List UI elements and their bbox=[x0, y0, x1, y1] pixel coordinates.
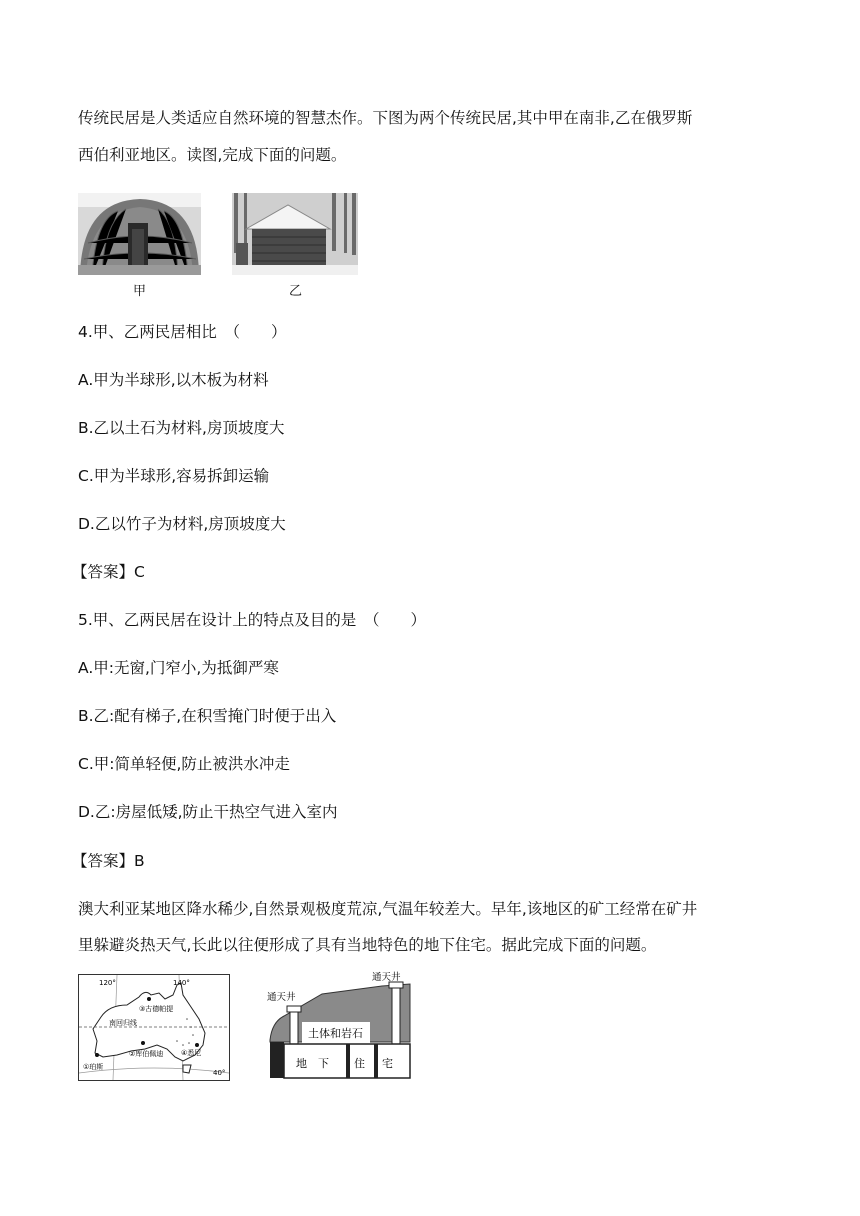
passage1-line1: 传统民居是人类适应自然环境的智慧杰作。下图为两个传统民居,其中甲在南非,乙在俄罗斯 bbox=[78, 109, 693, 127]
caption-jia: 甲 bbox=[133, 284, 147, 299]
label-shaft2: 通天井 bbox=[372, 972, 401, 983]
point-2 bbox=[141, 1041, 145, 1045]
label-place1: ③古德帕提 bbox=[139, 1005, 174, 1013]
point-1 bbox=[147, 997, 151, 1001]
label-tropic: 南回归线 bbox=[109, 1019, 137, 1027]
q4-answer: 【答案】C bbox=[72, 563, 145, 581]
tasmania-outline bbox=[183, 1065, 191, 1073]
passage1-line2: 西伯利亚地区。读图,完成下面的问题。 bbox=[78, 146, 347, 164]
q4-option-b: B.乙以土石为材料,房顶坡度大 bbox=[78, 419, 285, 437]
point-3 bbox=[195, 1043, 199, 1047]
q4-stem: 4.甲、乙两民居相比 （ ） bbox=[78, 323, 287, 341]
label-lon2: 140° bbox=[173, 979, 190, 987]
passage2-line1: 澳大利亚某地区降水稀少,自然景观极度荒凉,气温年较差大。早年,该地区的矿工经常在矿井 bbox=[78, 900, 698, 918]
label-place4: ①珀斯 bbox=[83, 1063, 104, 1071]
caption-yi: 乙 bbox=[289, 284, 303, 299]
underground-house-diagram bbox=[262, 970, 420, 1082]
shaft-left bbox=[290, 1010, 298, 1044]
australia-map bbox=[78, 974, 230, 1081]
q4-option-d: D.乙以竹子为材料,房顶坡度大 bbox=[78, 515, 286, 533]
label-place3: ④悉尼 bbox=[181, 1049, 202, 1057]
q5-option-c: C.甲:简单轻便,防止被洪水冲走 bbox=[78, 755, 290, 773]
q4-option-c: C.甲为半球形,容易拆卸运输 bbox=[78, 467, 270, 485]
pillar-1 bbox=[346, 1044, 350, 1078]
wall-left bbox=[270, 1042, 284, 1078]
passage2-line2: 里躲避炎热天气,长此以往便形成了具有当地特色的地下住宅。据此完成下面的问题。 bbox=[78, 936, 657, 954]
label-lat: 40° bbox=[213, 1069, 226, 1077]
q5-option-b: B.乙:配有梯子,在积雪掩门时便于出入 bbox=[78, 707, 337, 725]
label-place2: ②库伯佩迪 bbox=[129, 1050, 164, 1058]
label-house-3: 住 bbox=[354, 1057, 365, 1070]
label-lon1: 120° bbox=[99, 979, 116, 987]
q5-stem: 5.甲、乙两民居在设计上的特点及目的是 （ ） bbox=[78, 611, 427, 629]
label-house-2: 下 bbox=[318, 1057, 329, 1070]
label-house-1: 地 bbox=[296, 1057, 307, 1070]
shaft-right bbox=[392, 986, 400, 1044]
photo-yi-dwelling bbox=[232, 193, 358, 275]
point-4 bbox=[95, 1053, 99, 1057]
label-rock: 土体和岩石 bbox=[308, 1027, 363, 1040]
label-house-4: 宅 bbox=[382, 1057, 393, 1070]
photo-jia-dwelling bbox=[78, 193, 201, 275]
q5-option-a: A.甲:无窗,门窄小,为抵御严寒 bbox=[78, 659, 279, 677]
q4-option-a: A.甲为半球形,以木板为材料 bbox=[78, 371, 269, 389]
pillar-2 bbox=[374, 1044, 378, 1078]
q5-answer: 【答案】B bbox=[72, 852, 145, 870]
q5-option-d: D.乙:房屋低矮,防止干热空气进入室内 bbox=[78, 803, 338, 821]
label-shaft1: 通天井 bbox=[267, 992, 296, 1003]
